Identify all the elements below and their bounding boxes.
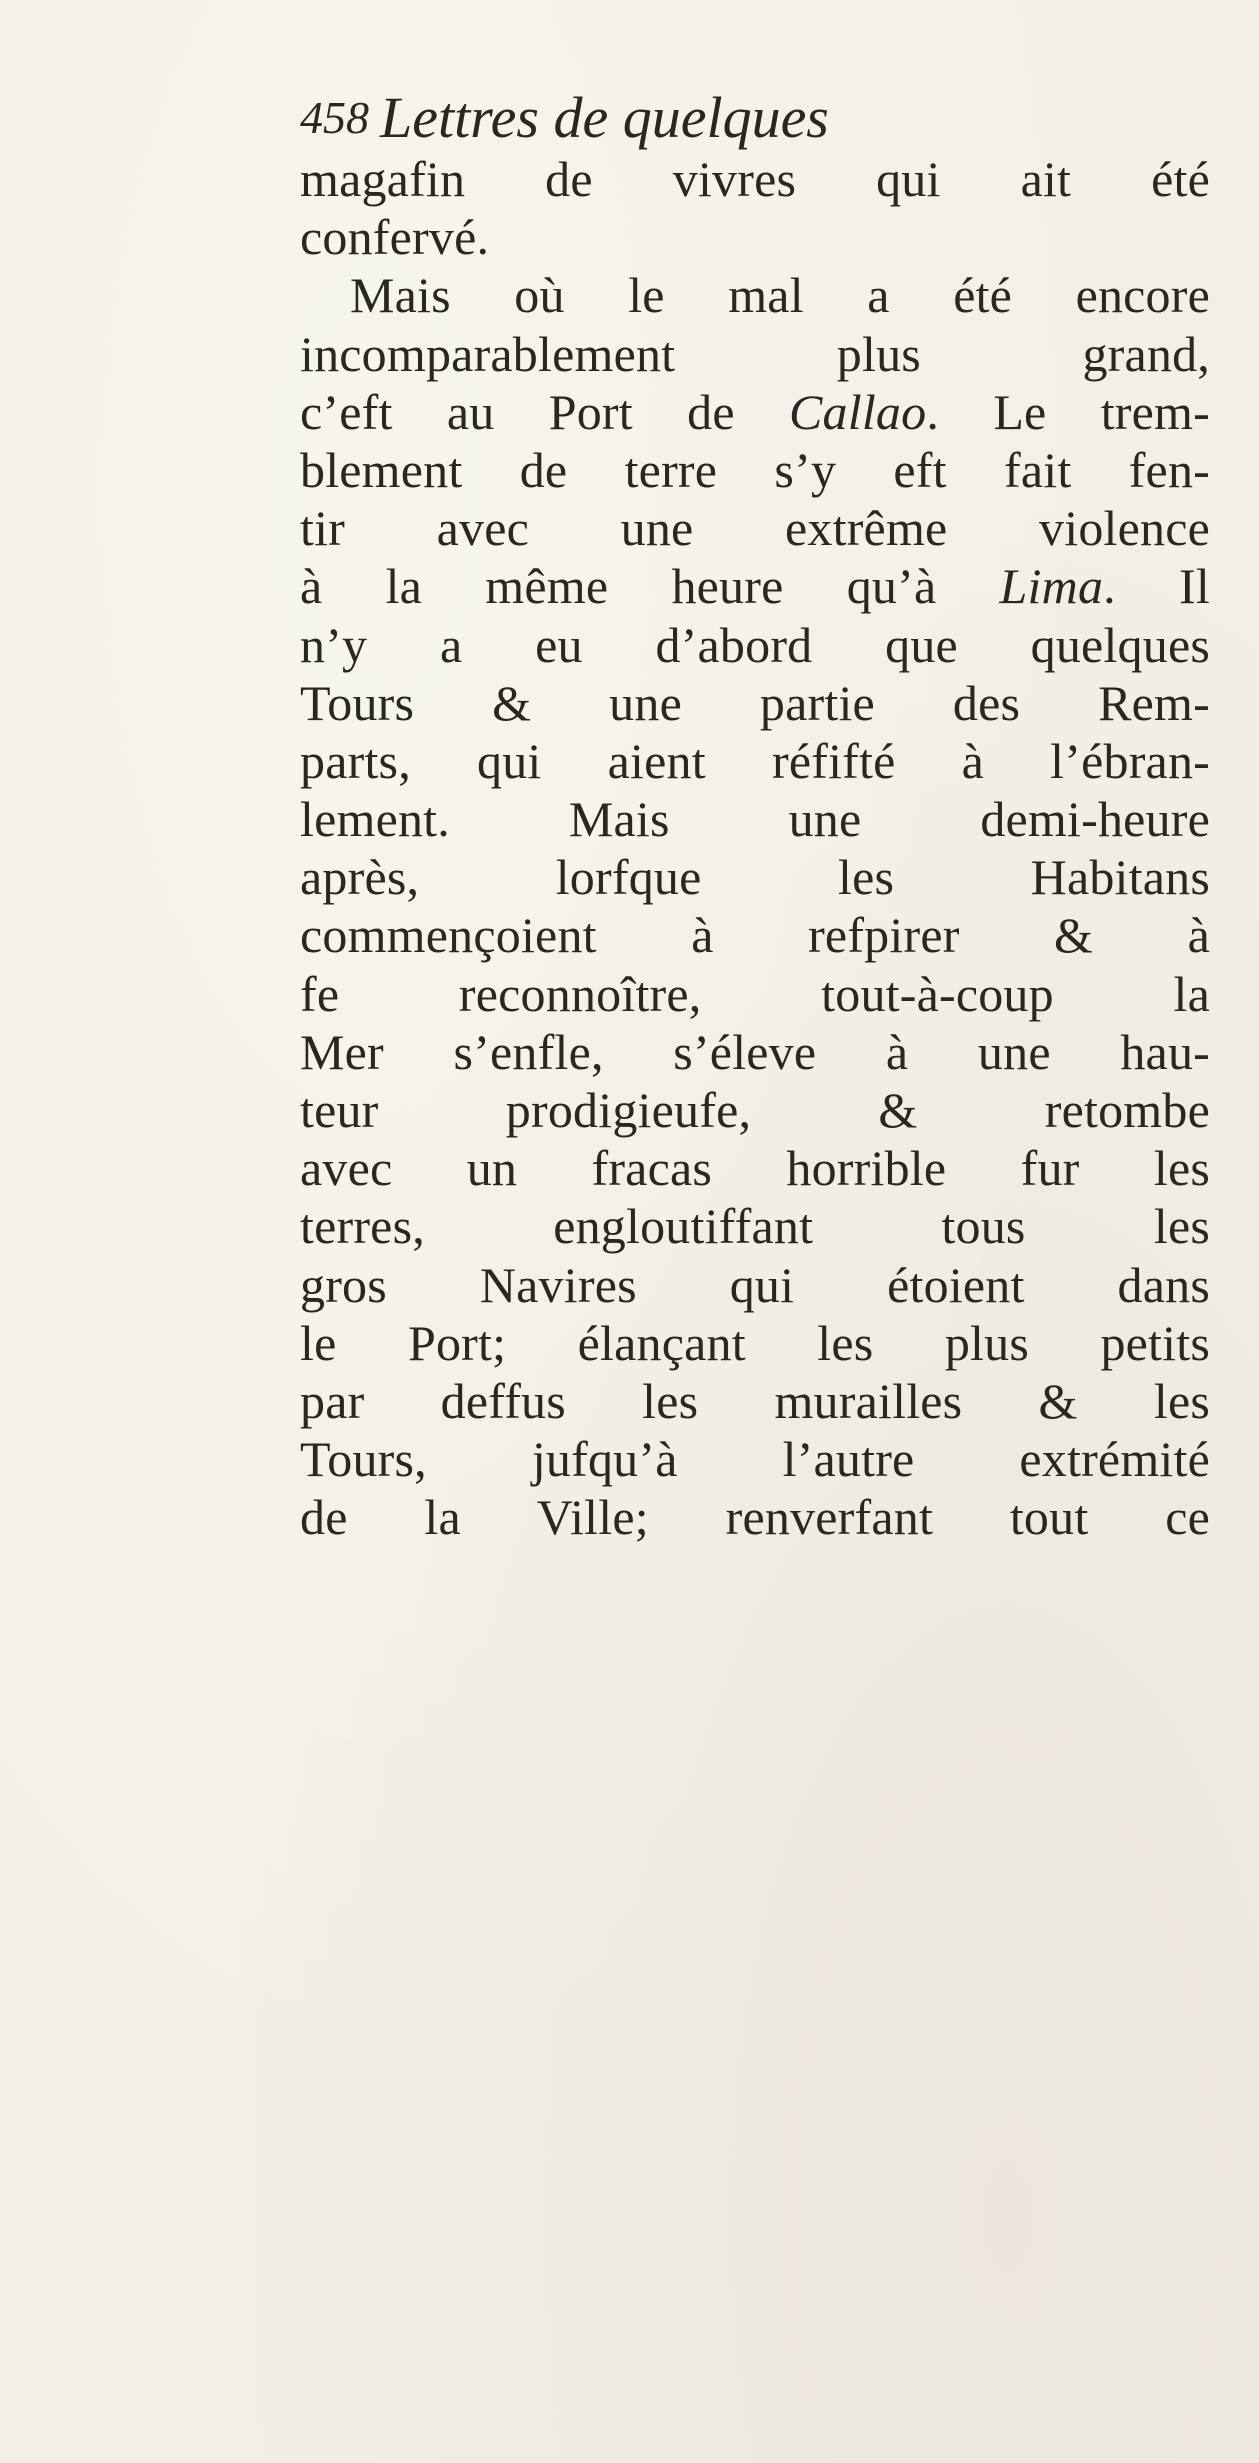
text-line: le Port; élançant les plus petits — [300, 1314, 1210, 1371]
text-line: n’y a eu d’abord que quelques — [300, 616, 1210, 673]
text-line: lement. Mais une demi-heure — [300, 791, 1210, 848]
text-line: Mer s’enfle, s’éleve à une hau- — [300, 1023, 1210, 1080]
text-line: terres, engloutiffant tous les — [300, 1198, 1210, 1255]
running-title: Lettres de quelques — [380, 85, 829, 150]
text-line: c’eft au Port de Callao. Le trem- — [300, 383, 1210, 440]
text-line: blement de terre s’y eft fait fen- — [300, 441, 1210, 498]
text-line: par deffus les murailles & les — [300, 1372, 1210, 1429]
text-line: tir avec une extrême violence — [300, 500, 1210, 557]
text-line: Tours & une partie des Rem- — [300, 674, 1210, 731]
text-line: fe reconnoître, tout-à-coup la — [300, 965, 1210, 1022]
text-line: commençoient à refpirer & à — [300, 907, 1210, 964]
page-number: 458 — [300, 92, 369, 143]
text-line: après, lorfque les Habitans — [300, 849, 1210, 906]
text-line: gros Navires qui étoient dans — [300, 1256, 1210, 1313]
text-line: avec un fracas horrible fur les — [300, 1140, 1210, 1197]
text-line: confervé. — [300, 209, 490, 266]
text-line: à la même heure qu’à Lima. Il — [300, 558, 1211, 615]
text-line: parts, qui aient réfifté à l’ébran- — [300, 732, 1210, 789]
text-line: de la Ville; renverfant tout ce — [300, 1489, 1210, 1546]
place-name-lima: Lima — [999, 558, 1104, 615]
text-line: magafin de vivres qui ait été — [300, 151, 1210, 207]
text-line: teur prodigieufe, & retombe — [300, 1082, 1210, 1138]
body-text — [300, 150, 1210, 1547]
place-name-callao: Callao — [789, 383, 927, 440]
paragraph-start-line: Mais où le mal a été encore — [350, 267, 1210, 324]
text-line: incomparablement plus grand, — [300, 325, 1210, 382]
text-line: Tours, jufqu’à l’autre extrémité — [300, 1431, 1210, 1488]
